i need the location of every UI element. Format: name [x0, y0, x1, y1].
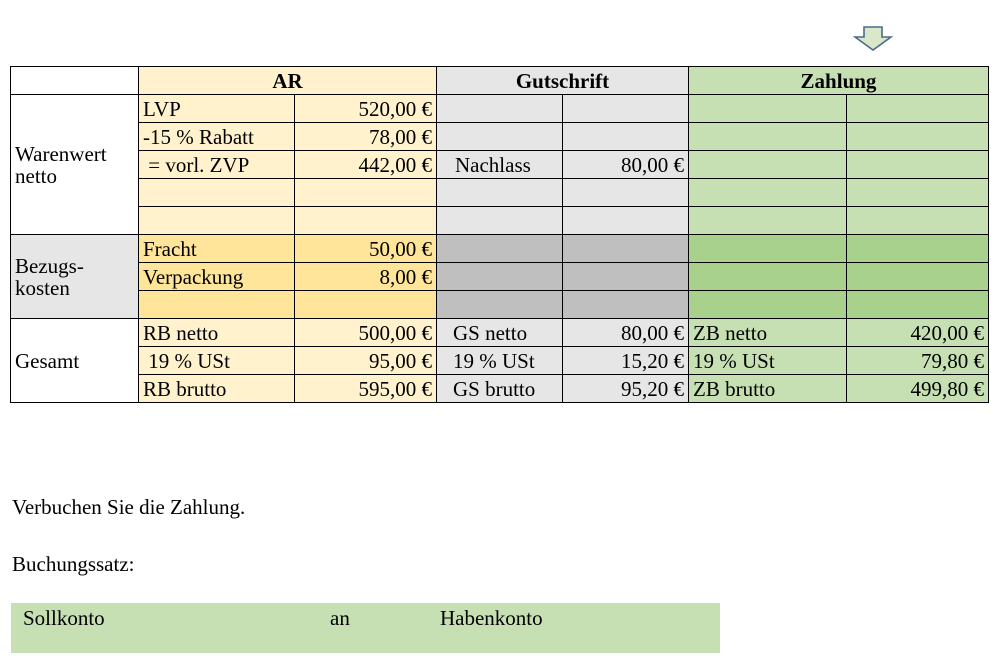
gs-label-cell [437, 123, 563, 151]
ar-label-cell: RB netto [139, 319, 295, 347]
ar-value-cell: 520,00 € [295, 95, 437, 123]
za-cell [689, 263, 847, 291]
gs-cell [563, 263, 689, 291]
za-value-cell: 499,80 € [847, 375, 989, 403]
table-row [11, 319, 989, 347]
table-row [11, 151, 989, 179]
za-value-cell: 79,80 € [847, 347, 989, 375]
gs-label-cell [437, 95, 563, 123]
za-value-cell: 420,00 € [847, 319, 989, 347]
za-cell [847, 263, 989, 291]
ar-value-cell: 8,00 € [295, 263, 437, 291]
ar-value-cell [295, 291, 437, 319]
gs-cell [563, 235, 689, 263]
ar-value-cell: 442,00 € [295, 151, 437, 179]
row-label-warenwert [11, 95, 139, 235]
ar-label-cell: -15 % Rabatt [139, 123, 295, 151]
ar-label-cell: RB brutto [139, 375, 295, 403]
za-cell [847, 235, 989, 263]
table-row [11, 179, 989, 207]
za-cell [689, 291, 847, 319]
row-label-line: netto [15, 163, 57, 188]
table-row [11, 207, 989, 235]
table-row [11, 123, 989, 151]
za-value-cell [847, 123, 989, 151]
accounting-table [10, 66, 989, 403]
table-row [11, 95, 989, 123]
header-gutschrift: Gutschrift [437, 67, 689, 95]
sollkonto-field[interactable]: Sollkonto [23, 606, 105, 630]
ar-label-cell: 19 % USt [139, 347, 295, 375]
gs-label-cell: Nachlass [437, 151, 563, 179]
za-label-cell: 19 % USt [689, 347, 847, 375]
ar-label-cell: Verpackung [139, 263, 295, 291]
ar-value-cell: 95,00 € [295, 347, 437, 375]
ar-label-cell: = vorl. ZVP [139, 151, 295, 179]
gs-value-cell [563, 179, 689, 207]
table-row [11, 375, 989, 403]
za-label-cell [689, 207, 847, 235]
table-row [11, 263, 989, 291]
booking-entry-bar[interactable] [11, 603, 720, 653]
za-label-cell [689, 123, 847, 151]
row-label-bezugskosten [11, 235, 139, 319]
gs-value-cell: 15,20 € [563, 347, 689, 375]
row-label-line: Bezugs- [15, 253, 84, 278]
za-cell [689, 235, 847, 263]
header-ar: AR [139, 67, 437, 95]
ar-value-cell: 50,00 € [295, 235, 437, 263]
za-value-cell [847, 151, 989, 179]
za-label-cell [689, 95, 847, 123]
za-label-cell [689, 151, 847, 179]
gs-value-cell: 80,00 € [563, 319, 689, 347]
gs-label-cell [437, 207, 563, 235]
za-label-cell: ZB brutto [689, 375, 847, 403]
gs-label-cell: GS brutto [437, 375, 563, 403]
ar-value-cell: 78,00 € [295, 123, 437, 151]
row-label-line: Warenwert [15, 141, 107, 166]
za-cell [847, 291, 989, 319]
za-label-cell [689, 179, 847, 207]
buchungssatz-label: Buchungssatz: [12, 552, 135, 576]
ar-label-cell [139, 291, 295, 319]
ar-label-cell [139, 207, 295, 235]
ar-value-cell [295, 179, 437, 207]
an-label: an [330, 606, 350, 630]
corner-cell [11, 67, 139, 95]
table-row [11, 235, 989, 263]
down-arrow-icon [853, 26, 893, 52]
gs-label-cell [437, 179, 563, 207]
za-value-cell [847, 95, 989, 123]
row-label-line: kosten [15, 275, 70, 300]
ar-label-cell: Fracht [139, 235, 295, 263]
header-row [11, 67, 989, 95]
ar-value-cell: 500,00 € [295, 319, 437, 347]
gs-value-cell [563, 123, 689, 151]
gs-value-cell: 95,20 € [563, 375, 689, 403]
gs-label-cell: 19 % USt [437, 347, 563, 375]
gs-value-cell [563, 207, 689, 235]
gs-value-cell: 80,00 € [563, 151, 689, 179]
gs-cell [437, 263, 563, 291]
ar-label-cell [139, 179, 295, 207]
ar-value-cell [295, 207, 437, 235]
gs-cell [437, 291, 563, 319]
gs-label-cell: GS netto [437, 319, 563, 347]
row-label-gesamt: Gesamt [11, 319, 139, 403]
task-instruction: Verbuchen Sie die Zahlung. [12, 495, 246, 519]
gs-value-cell [563, 95, 689, 123]
ar-value-cell: 595,00 € [295, 375, 437, 403]
table-row [11, 291, 989, 319]
gs-cell [563, 291, 689, 319]
za-value-cell [847, 207, 989, 235]
habenkonto-field[interactable]: Habenkonto [440, 606, 543, 630]
za-label-cell: ZB netto [689, 319, 847, 347]
gs-cell [437, 235, 563, 263]
ar-label-cell: LVP [139, 95, 295, 123]
header-zahlung: Zahlung [689, 67, 989, 95]
table-row [11, 347, 989, 375]
za-value-cell [847, 179, 989, 207]
